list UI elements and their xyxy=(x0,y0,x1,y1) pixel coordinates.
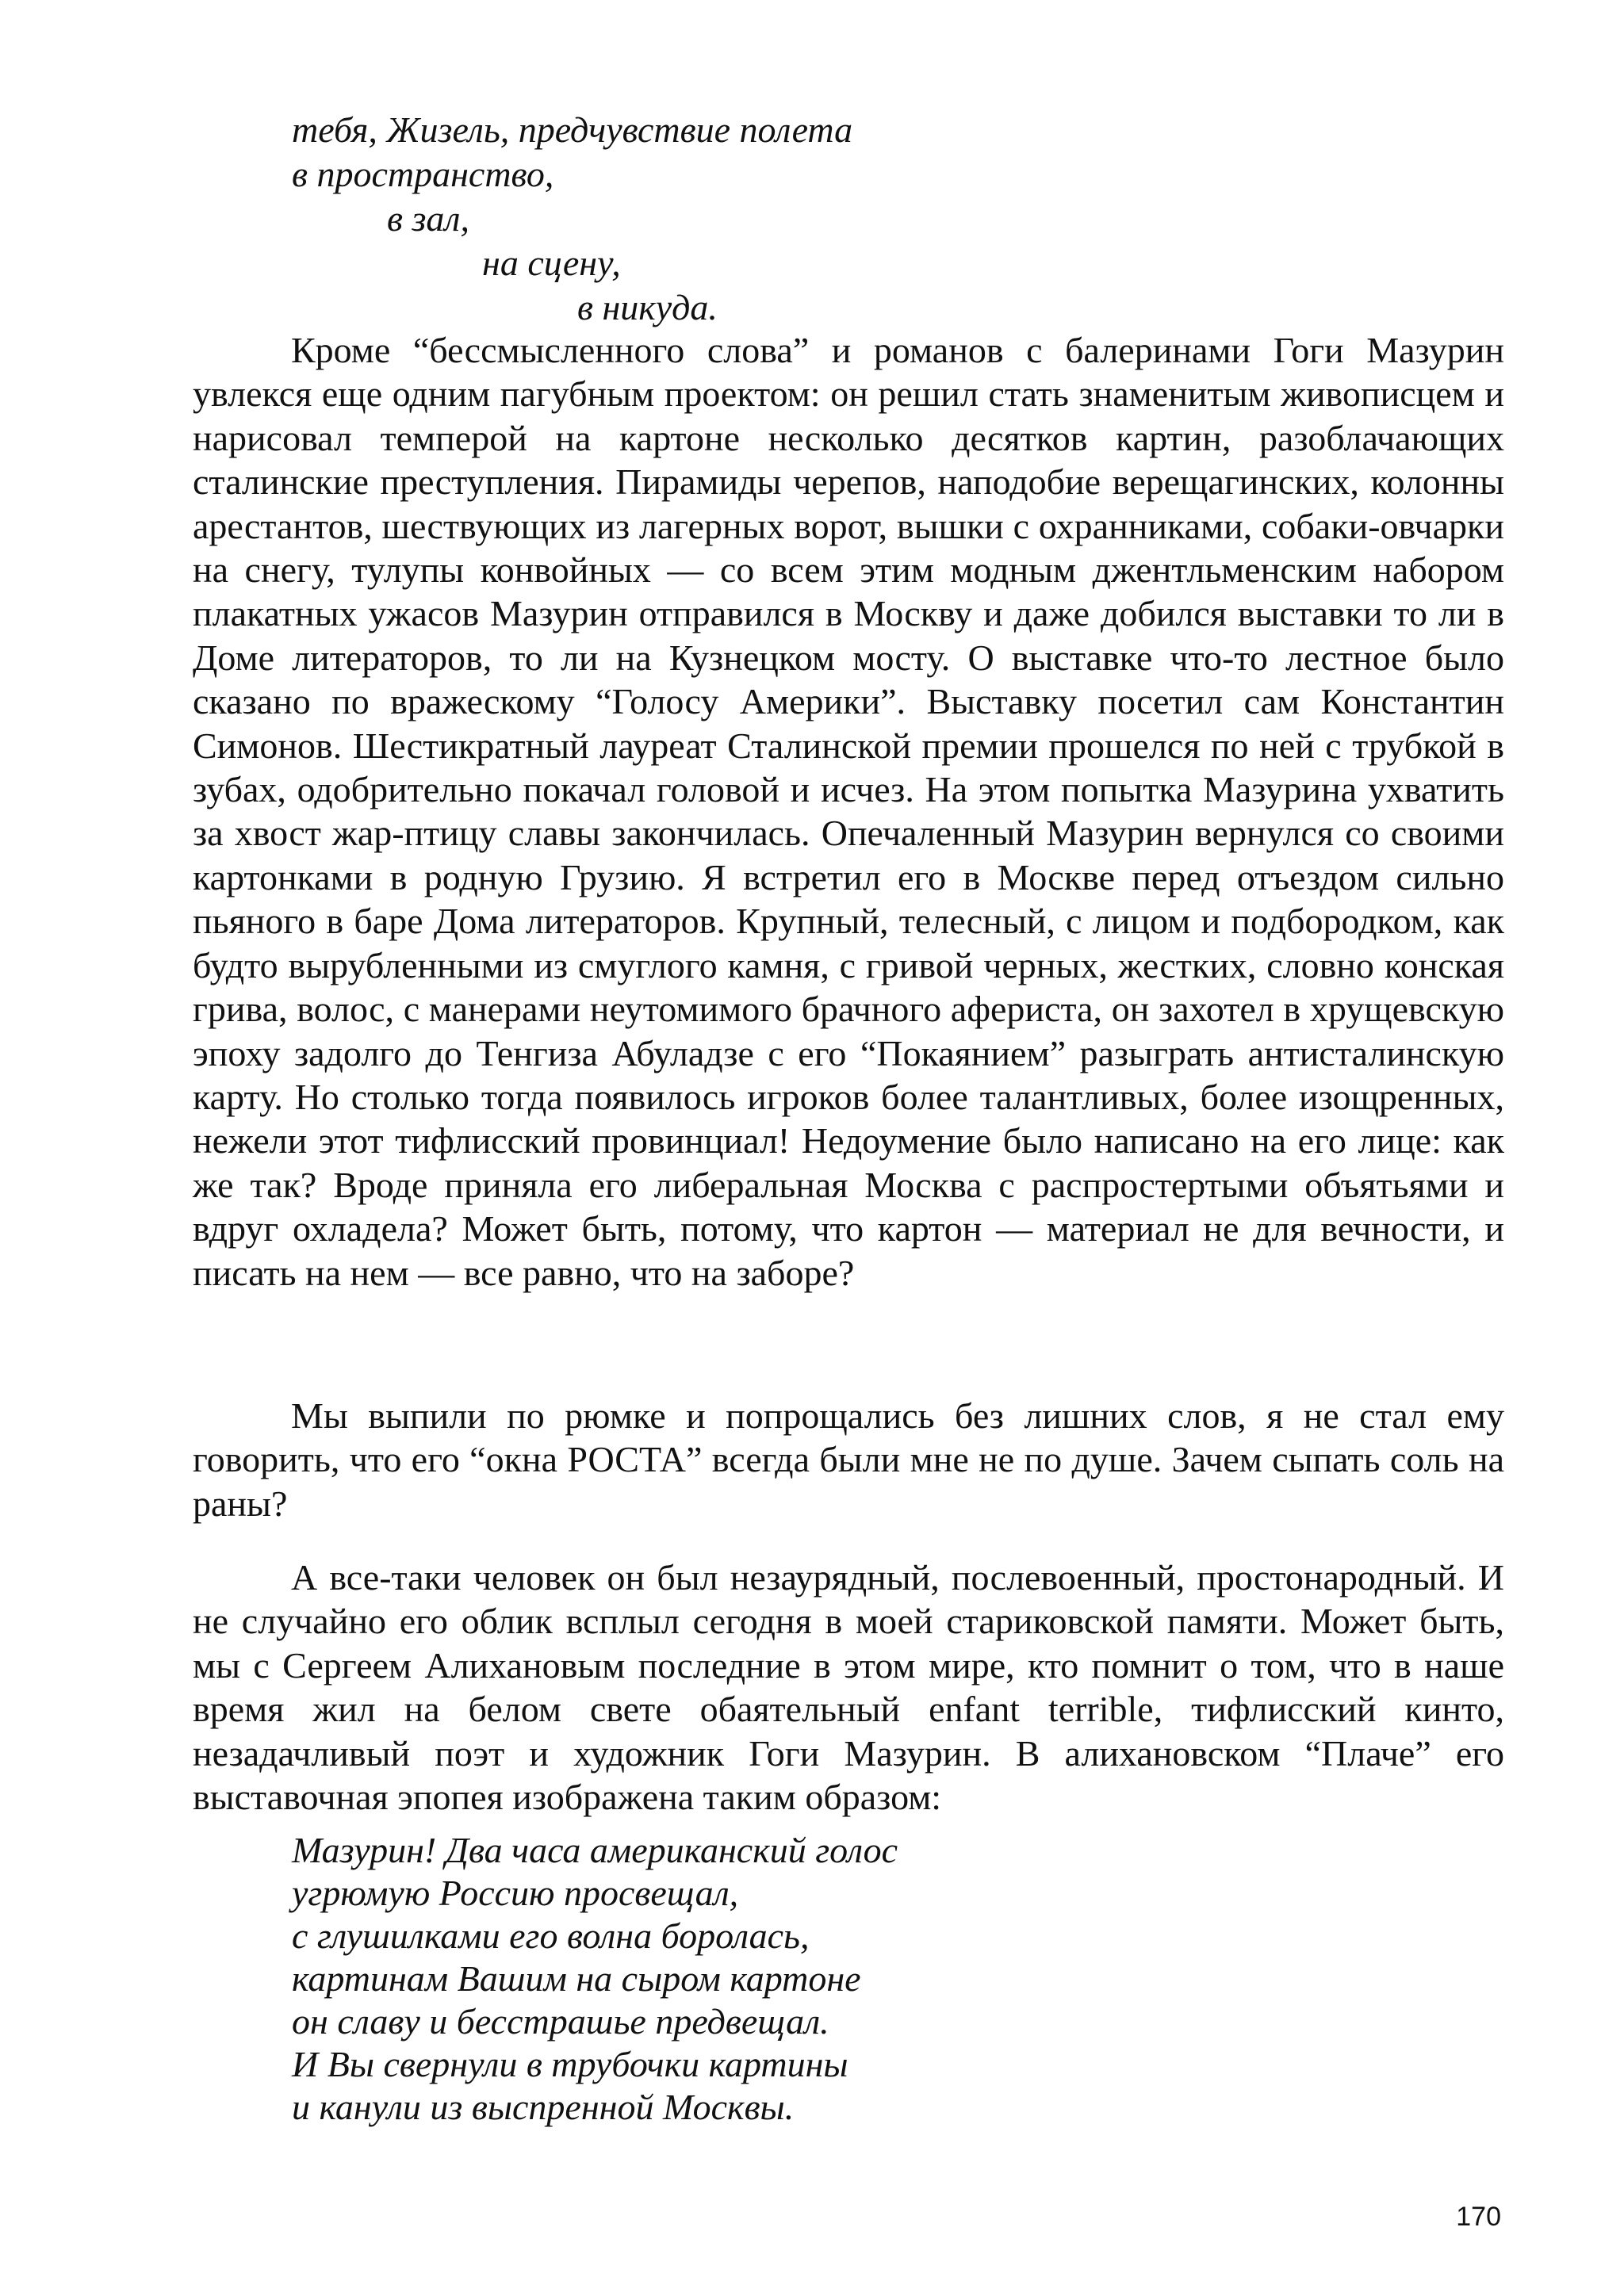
poem-line: И Вы свернули в трубочки картины xyxy=(292,2044,848,2084)
poem-line: в никуда. xyxy=(577,287,718,327)
paragraph xyxy=(193,328,1504,1295)
poem-line: и канули из выспренной Москвы. xyxy=(292,2087,795,2127)
poem-line: на сцену, xyxy=(482,243,621,283)
poem-line: в зал, xyxy=(387,198,469,239)
paragraph xyxy=(193,1556,1504,1819)
poem-line: в пространство, xyxy=(292,154,554,194)
poem-line: картинам Вашим на сыром картоне xyxy=(292,1958,861,1999)
paragraph-text: Кроме “бессмысленного слова” и романов с балеринами Гоги Мазурин увлекся еще одним пагубным проектом: он решил стать знаменитым живописцем и нарисовал темперой на картоне несколько десятков картин, разоблачающих сталинские преступления. Пирамиды черепов, наподобие верещагинских, колонны арестантов, шествующих из лагерных ворот, вышки с охранниками, собаки-овчарки на снегу, тулупы конвойных — со всем этим модным джентльменским набором плакатных ужасов Мазурин отправился в Москву и даже добился выставки то ли в Доме литераторов, то ли на Кузнецком мосту. О выставке что-то лестное было сказано по вражескому “Голосу Америки”. Выставку посетил сам Константин Симонов. Шестикратный лауреат Сталинской премии прошелся по ней с трубкой в зубах, одобрительно покачал головой и исчез. На этом попытка Мазурина ухватить за хвост жар-птицу славы закончилась. Опечаленный Мазурин вернулся со своими картонками в родную Грузию. Я встретил его в Москве перед отъездом сильно пьяного в баре Дома литераторов. Крупный, телесный, с лицом и подбородком, как будто вырубленными из смуглого камня, с гривой черных, жестких, словно конская грива, волос, с манерами неутомимого брачного афериста, он захотел в хрущевскую эпоху задолго до Тенгиза Абуладзе с его “Покаянием” разыграть антисталинскую карту. Но столько тогда появилось игроков более талантливых, более изощренных, нежели этот тифлисский провинциал! Недоумение было написано на его лице: как же так? Вроде приняла его либеральная Москва с распростертыми объятьями и вдруг охладела? Может быть, потому, что картон — материал не для вечности, и писать на нем — все равно, что на заборе? xyxy=(193,330,1504,1293)
page-number: 170 xyxy=(1456,2202,1501,2232)
poem-line: тебя, Жизель, предчувствие полета xyxy=(292,109,853,150)
paragraph-text: Мы выпили по рюмке и попрощались без лишних слов, я не стал ему говорить, что его “окна РОСТА” всегда были мне не по душе. Зачем сыпать соль на раны? xyxy=(193,1395,1504,1524)
poem-line: он славу и бесстрашье предвещал. xyxy=(292,2001,829,2042)
poem-line: с глушилками его волна боролась, xyxy=(292,1915,810,1956)
paragraph-text: А все-таки человек он был незаурядный, послевоенный, простонародный. И не случайно его облик всплыл сегодня в моей стариковской памяти. Может быть, мы с Сергеем Алихановым последние в этом мире, кто помнит о том, что в наше время жил на белом свете обаятельный enfant terrible, тифлисский кинто, незадачливый поэт и художник Гоги Мазурин. В алихановском “Плаче” его выставочная эпопея изображена таким образом: xyxy=(193,1557,1504,1818)
poem-line: угрюмую Россию просвещал, xyxy=(292,1873,739,1913)
poem-line: Мазурин! Два часа американский голос xyxy=(292,1830,898,1870)
paragraph xyxy=(193,1394,1504,1525)
